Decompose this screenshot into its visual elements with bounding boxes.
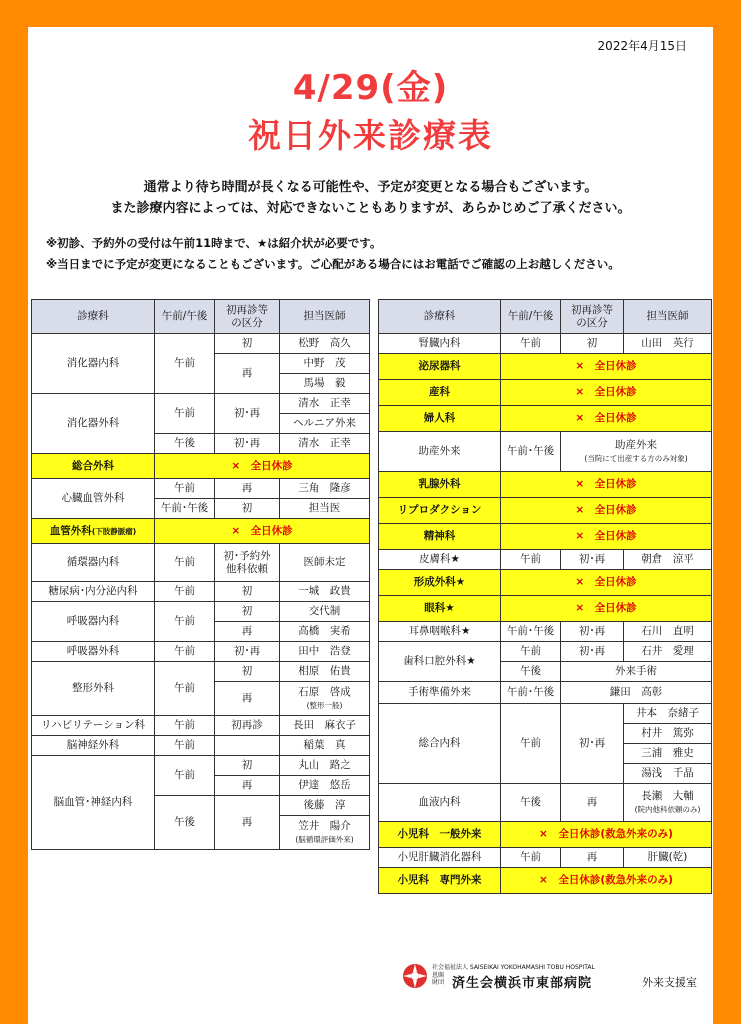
type-cell: 初･再 bbox=[561, 642, 624, 662]
table-row bbox=[379, 498, 712, 524]
table-row bbox=[379, 380, 712, 406]
department-name: 外来支援室 bbox=[642, 976, 697, 989]
doctor-cell: 田中 浩登 bbox=[280, 642, 370, 662]
table-row bbox=[32, 334, 370, 354]
doctor-cell: 馬場 毅 bbox=[280, 374, 370, 394]
dept-cell: 助産外来 bbox=[379, 432, 501, 472]
dept-cell: リハビリテーション科 bbox=[32, 716, 155, 736]
dept-cell: 血管外科(下肢静脈瘤) bbox=[32, 519, 155, 544]
org-english: 社会福祉法人 SAISEIKAI YOKOHAMASHI TOBU HOSPITAL bbox=[432, 964, 595, 971]
type-cell: 初･予約外 他科依頼 bbox=[215, 544, 280, 582]
doctor-cell: 笠井 陽介 (脳循環評価外来) bbox=[280, 816, 370, 850]
intro-line-2: また診療内容によっては、対応できないこともありますが、あらかじめご了承ください。 bbox=[110, 201, 631, 216]
dept-cell: 眼科★ bbox=[379, 596, 501, 622]
closed-cell: × 全日休診 bbox=[501, 596, 712, 622]
table-row bbox=[379, 822, 712, 848]
doctor-cell: 肝臓(乾) bbox=[624, 848, 712, 868]
type-cell: 再 bbox=[215, 776, 280, 796]
time-cell: 午前 bbox=[501, 642, 561, 662]
closed-cell: × 全日休診 bbox=[501, 406, 712, 432]
table-row bbox=[32, 662, 370, 682]
type-cell: 初･再 bbox=[215, 642, 280, 662]
time-cell: 午前 bbox=[155, 394, 215, 434]
table-header-row bbox=[32, 300, 370, 334]
table-row bbox=[379, 550, 712, 570]
intro-line-1: 通常より待ち時間が長くなる可能性や、予定が変更となる場合もございます。 bbox=[143, 180, 598, 195]
table-row bbox=[32, 454, 370, 479]
doctor-cell: 井本 奈緒子 bbox=[624, 704, 712, 724]
type-cell: 初 bbox=[215, 602, 280, 622]
dept-cell: 血液内科 bbox=[379, 784, 501, 822]
doctor-cell: 後藤 淳 bbox=[280, 796, 370, 816]
closed-cell: × 全日休診 bbox=[501, 472, 712, 498]
dept-cell: 総合内科 bbox=[379, 704, 501, 784]
time-cell: 午前･午後 bbox=[501, 682, 561, 704]
table-row bbox=[32, 602, 370, 622]
table-row bbox=[379, 868, 712, 894]
dept-cell: 呼吸器外科 bbox=[32, 642, 155, 662]
footer bbox=[402, 961, 712, 991]
type-cell: 再 bbox=[215, 354, 280, 394]
table-row bbox=[379, 570, 712, 596]
dept-cell: 呼吸器内科 bbox=[32, 602, 155, 642]
dept-cell: 脳神経外科 bbox=[32, 736, 155, 756]
time-cell: 午前 bbox=[501, 550, 561, 570]
dept-cell: 脳血管･神経内科 bbox=[32, 756, 155, 850]
dept-cell: 歯科口腔外科★ bbox=[379, 642, 501, 682]
left-schedule-table bbox=[31, 299, 370, 850]
detail-cell: 外来手術 bbox=[561, 662, 712, 682]
closed-cell: × 全日休診(救急外来のみ) bbox=[501, 822, 712, 848]
time-cell: 午前 bbox=[155, 582, 215, 602]
doctor-cell: 三浦 雅史 bbox=[624, 744, 712, 764]
doctor-cell: 医師未定 bbox=[280, 544, 370, 582]
doctor-cell: 湯浅 千晶 bbox=[624, 764, 712, 784]
doctor-cell: 石川 直明 bbox=[624, 622, 712, 642]
time-cell: 午前 bbox=[155, 334, 215, 394]
type-cell: 初･再 bbox=[215, 394, 280, 434]
time-cell: 午前 bbox=[155, 716, 215, 736]
schedule-sheet bbox=[28, 27, 713, 1024]
type-cell: 再 bbox=[215, 682, 280, 716]
intro-text bbox=[28, 177, 713, 219]
col-type: 初再診等 の区分 bbox=[561, 300, 624, 334]
time-cell: 午後 bbox=[501, 662, 561, 682]
dept-cell: 糖尿病･内分泌内科 bbox=[32, 582, 155, 602]
table-header-row bbox=[379, 300, 712, 334]
time-cell: 午後 bbox=[501, 784, 561, 822]
col-dept: 診療科 bbox=[379, 300, 501, 334]
dept-cell: 腎臓内科 bbox=[379, 334, 501, 354]
dept-cell: リプロダクション bbox=[379, 498, 501, 524]
col-type: 初再診等 の区分 bbox=[215, 300, 280, 334]
type-cell: 初再診 bbox=[215, 716, 280, 736]
type-cell: 初･再 bbox=[215, 434, 280, 454]
table-row bbox=[379, 622, 712, 642]
hospital-name: 済生会横浜市東部病院 bbox=[452, 976, 593, 991]
dept-cell: 総合外科 bbox=[32, 454, 155, 479]
table-row bbox=[379, 682, 712, 704]
time-cell: 午前 bbox=[155, 544, 215, 582]
doctor-cell: 交代制 bbox=[280, 602, 370, 622]
doctor-cell: 一城 政貴 bbox=[280, 582, 370, 602]
table-row bbox=[379, 334, 712, 354]
dept-cell: 乳腺外科 bbox=[379, 472, 501, 498]
type-cell: 初 bbox=[215, 334, 280, 354]
dept-cell: 婦人科 bbox=[379, 406, 501, 432]
table-row bbox=[379, 406, 712, 432]
doctor-cell: 山田 英行 bbox=[624, 334, 712, 354]
closed-cell: × 全日休診 bbox=[155, 519, 370, 544]
dept-cell: 循環器内科 bbox=[32, 544, 155, 582]
col-doctor: 担当医師 bbox=[624, 300, 712, 334]
doctor-cell: 清水 正幸 bbox=[280, 434, 370, 454]
dept-cell: 小児肝臓消化器科 bbox=[379, 848, 501, 868]
type-cell: 初･再 bbox=[561, 622, 624, 642]
table-row bbox=[32, 394, 370, 414]
doctor-cell: 石原 啓成 (整形一般) bbox=[280, 682, 370, 716]
doctor-cell: 三角 隆彦 bbox=[280, 479, 370, 499]
closed-cell: × 全日休診 bbox=[155, 454, 370, 479]
time-cell: 午前 bbox=[501, 334, 561, 354]
table-row bbox=[32, 544, 370, 582]
time-cell: 午後 bbox=[155, 796, 215, 850]
table-row bbox=[32, 582, 370, 602]
doctor-cell: 清水 正幸 bbox=[280, 394, 370, 414]
detail-cell: 助産外来 (当院にて出産する方のみ対象) bbox=[561, 432, 712, 472]
table-row bbox=[379, 784, 712, 822]
table-row bbox=[379, 472, 712, 498]
doctor-cell: 伊達 悠岳 bbox=[280, 776, 370, 796]
table-row bbox=[379, 596, 712, 622]
dept-cell: 形成外科★ bbox=[379, 570, 501, 596]
table-row bbox=[379, 848, 712, 868]
closed-cell: × 全日休診(救急外来のみ) bbox=[501, 868, 712, 894]
title-date: 4/29(金) bbox=[292, 68, 449, 108]
doctor-cell: 石井 愛理 bbox=[624, 642, 712, 662]
issue-date: 2022年4月15日 bbox=[597, 39, 687, 53]
doctor-cell: 丸山 路之 bbox=[280, 756, 370, 776]
table-row bbox=[32, 642, 370, 662]
type-cell: 初･再 bbox=[561, 550, 624, 570]
type-cell: 初･再 bbox=[561, 704, 624, 784]
type-cell: 再 bbox=[215, 622, 280, 642]
table-row bbox=[379, 704, 712, 724]
page-title: 祝日外来診療表 bbox=[248, 116, 493, 155]
time-cell: 午前･午後 bbox=[155, 499, 215, 519]
col-time: 午前/午後 bbox=[501, 300, 561, 334]
dept-cell: 消化器内科 bbox=[32, 334, 155, 394]
table-row bbox=[32, 479, 370, 499]
dept-cell: 小児科 一般外来 bbox=[379, 822, 501, 848]
table-row bbox=[379, 432, 712, 472]
doctor-cell: 長瀬 大輔 (院内他科依頼のみ) bbox=[624, 784, 712, 822]
notes bbox=[46, 233, 620, 275]
doctor-cell: 担当医 bbox=[280, 499, 370, 519]
doctor-cell: 村井 篤弥 bbox=[624, 724, 712, 744]
time-cell: 午前･午後 bbox=[501, 432, 561, 472]
org-tag: 恩賜 財団 bbox=[432, 972, 445, 986]
time-cell: 午前 bbox=[501, 704, 561, 784]
time-cell: 午前 bbox=[155, 602, 215, 642]
col-dept: 診療科 bbox=[32, 300, 155, 334]
type-cell: 再 bbox=[215, 479, 280, 499]
time-cell: 午前 bbox=[155, 642, 215, 662]
type-cell: 再 bbox=[215, 796, 280, 850]
closed-cell: × 全日休診 bbox=[501, 570, 712, 596]
type-cell: 再 bbox=[561, 848, 624, 868]
table-row bbox=[379, 354, 712, 380]
time-cell: 午前 bbox=[155, 479, 215, 499]
table-row bbox=[379, 524, 712, 550]
dept-cell: 消化器外科 bbox=[32, 394, 155, 454]
table-row bbox=[379, 642, 712, 662]
dept-cell: 小児科 専門外来 bbox=[379, 868, 501, 894]
time-cell: 午前 bbox=[155, 736, 215, 756]
time-cell: 午後 bbox=[155, 434, 215, 454]
note-2: ※当日までに予定が変更になることもございます。ご心配がある場合にはお電話でご確認の上お越しください。 bbox=[46, 257, 620, 271]
doctor-cell: 松野 高久 bbox=[280, 334, 370, 354]
dept-cell: 心臓血管外科 bbox=[32, 479, 155, 519]
col-doctor: 担当医師 bbox=[280, 300, 370, 334]
time-cell: 午前 bbox=[155, 662, 215, 716]
closed-cell: × 全日休診 bbox=[501, 498, 712, 524]
doctor-cell: 中野 茂 bbox=[280, 354, 370, 374]
dept-cell: 整形外科 bbox=[32, 662, 155, 716]
table-row bbox=[32, 756, 370, 776]
type-cell: 初 bbox=[215, 582, 280, 602]
closed-cell: × 全日休診 bbox=[501, 380, 712, 406]
type-cell bbox=[215, 736, 280, 756]
type-cell: 初 bbox=[561, 334, 624, 354]
type-cell: 初 bbox=[215, 756, 280, 776]
hospital-logo-icon bbox=[402, 963, 428, 989]
right-schedule-table bbox=[378, 299, 712, 894]
closed-cell: × 全日休診 bbox=[501, 524, 712, 550]
dept-cell: 手術準備外来 bbox=[379, 682, 501, 704]
closed-cell: × 全日休診 bbox=[501, 354, 712, 380]
doctor-cell: 高橋 実希 bbox=[280, 622, 370, 642]
note-1: ※初診、予約外の受付は午前11時まで、★は紹介状が必要です。 bbox=[46, 236, 382, 250]
dept-cell: 産科 bbox=[379, 380, 501, 406]
type-cell: 初 bbox=[215, 499, 280, 519]
table-row bbox=[32, 519, 370, 544]
doctor-cell: 稲葉 真 bbox=[280, 736, 370, 756]
detail-cell: 鎌田 高彰 bbox=[561, 682, 712, 704]
dept-cell: 耳鼻咽喉科★ bbox=[379, 622, 501, 642]
doctor-cell: ヘルニア外来 bbox=[280, 414, 370, 434]
doctor-cell: 朝倉 涼平 bbox=[624, 550, 712, 570]
dept-cell: 泌尿器科 bbox=[379, 354, 501, 380]
doctor-cell: 相原 佑貴 bbox=[280, 662, 370, 682]
time-cell: 午前 bbox=[501, 848, 561, 868]
dept-cell: 精神科 bbox=[379, 524, 501, 550]
time-cell: 午前 bbox=[155, 756, 215, 796]
table-row bbox=[32, 736, 370, 756]
type-cell: 再 bbox=[561, 784, 624, 822]
col-time: 午前/午後 bbox=[155, 300, 215, 334]
time-cell: 午前･午後 bbox=[501, 622, 561, 642]
type-cell: 初 bbox=[215, 662, 280, 682]
table-row bbox=[32, 716, 370, 736]
doctor-cell: 長田 麻衣子 bbox=[280, 716, 370, 736]
dept-cell: 皮膚科★ bbox=[379, 550, 501, 570]
